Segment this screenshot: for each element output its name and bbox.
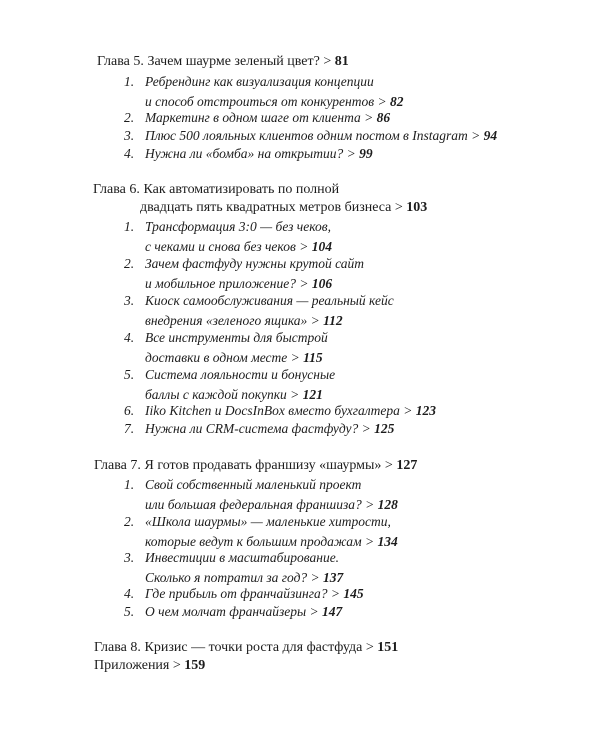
toc-item: [124, 602, 343, 622]
item-title: О чем молчат франчайзеры >: [145, 604, 319, 619]
item-number: 2.: [124, 256, 135, 271]
item-number: 4.: [124, 586, 135, 601]
page-number: 103: [406, 200, 428, 215]
item-number: 3.: [124, 128, 135, 143]
toc-item: [124, 217, 332, 257]
page-number: 134: [377, 534, 398, 549]
toc-item: [124, 108, 391, 128]
item-title-line-1: Все инструменты для быстрой: [145, 330, 328, 345]
page-number: 127: [396, 458, 418, 473]
item-title: Плюс 500 лояльных клиентов одним постом в Instagram >: [145, 128, 481, 143]
page-number: 123: [415, 403, 437, 418]
item-title-line-1: Зачем фастфуду нужны крутой сайт: [145, 256, 365, 271]
item-number: 4.: [124, 146, 135, 161]
chapter-label: Глава 6.: [93, 182, 140, 197]
toc-item: [124, 126, 498, 146]
item-title-line-1: Система лояльности и бонусные: [145, 367, 336, 382]
page-number: 82: [389, 94, 404, 109]
item-title-line-1: Инвестиции в масштабирование.: [145, 550, 340, 565]
item-number: 4.: [124, 330, 135, 345]
toc-item: [124, 401, 437, 421]
toc-item: [124, 584, 364, 604]
item-number: 6.: [124, 403, 135, 418]
item-title: Iiko Kitchen и DocsInBox вместо бухгалтера >: [145, 403, 413, 418]
toc-item: [124, 144, 373, 164]
chapter-5-heading: [97, 52, 349, 72]
chapter-title: Кризис — точки роста для фастфуда >: [144, 640, 374, 655]
page-number: 86: [376, 110, 391, 125]
page-number: 125: [374, 421, 395, 436]
item-number: 3.: [124, 550, 135, 565]
toc-item: [124, 328, 328, 368]
item-title-line-1: Киоск самообслуживания — реальный кейс: [145, 293, 394, 308]
toc-item: [124, 72, 404, 112]
toc-item: [124, 365, 336, 405]
item-title-line-2: и мобильное приложение? >: [145, 276, 309, 291]
item-number: 1.: [124, 477, 135, 492]
toc-item: [124, 254, 365, 294]
chapter-label: Глава 7.: [94, 458, 141, 473]
item-number: 5.: [124, 604, 135, 619]
item-title-line-2: внедрения «зеленого ящика» >: [145, 313, 320, 328]
item-number: 7.: [124, 421, 135, 436]
page-number: 137: [323, 570, 344, 585]
appendix-title: Приложения >: [94, 658, 181, 673]
item-title-line-1: «Школа шаурмы» — маленькие хитрости,: [145, 514, 391, 529]
item-title-line-2: которые ведут к большим продажам >: [145, 534, 375, 549]
chapter-label: Глава 5.: [97, 54, 144, 69]
page-number: 112: [323, 313, 343, 328]
chapter-6-heading-cont: [140, 198, 427, 218]
page-number: 115: [303, 350, 323, 365]
chapter-8-heading: [94, 638, 398, 658]
item-number: 5.: [124, 367, 135, 382]
chapter-title: Зачем шаурме зеленый цвет? >: [147, 54, 332, 69]
page-number: 81: [334, 54, 349, 69]
page-number: 159: [184, 658, 206, 673]
toc-item: [124, 548, 344, 588]
item-title-line-1: Ребрендинг как визуализация концепции: [145, 74, 374, 89]
page-number: 128: [377, 497, 398, 512]
item-title-line-2: или большая федеральная франшиза? >: [145, 497, 375, 512]
chapter-title-line-2: двадцать пять квадратных метров бизнеса >: [140, 200, 403, 215]
item-title-line-2: Сколько я потратил за год? >: [145, 570, 320, 585]
item-title: Маркетинг в одном шаге от клиента >: [145, 110, 374, 125]
chapter-7-heading: [94, 456, 417, 476]
page-number: 106: [311, 276, 333, 291]
page-number: 104: [311, 239, 332, 254]
item-number: 2.: [124, 514, 135, 529]
item-number: 1.: [124, 219, 135, 234]
page-number: 94: [483, 128, 498, 143]
page-number: 99: [359, 146, 373, 161]
chapter-title: Как автоматизировать по полной: [143, 182, 340, 197]
appendix-heading: [94, 656, 205, 676]
item-title: Нужна ли «бомба» на открытии? >: [145, 146, 356, 161]
page-number: 151: [377, 640, 399, 655]
item-title-line-1: Трансформация 3:0 — без чеков,: [145, 219, 331, 234]
page-number: 147: [322, 604, 343, 619]
item-title: Где прибыль от франчайзинга? >: [145, 586, 340, 601]
toc-item: [124, 291, 394, 331]
toc-item: [124, 419, 395, 439]
toc-item: [124, 475, 398, 515]
item-title-line-2: и способ отстроиться от конкурентов >: [145, 94, 387, 109]
item-title-line-2: доставки в одном месте >: [145, 350, 300, 365]
item-number: 3.: [124, 293, 135, 308]
chapter-title: Я готов продавать франшизу «шаурмы» >: [144, 458, 393, 473]
item-number: 1.: [124, 74, 135, 89]
item-title-line-2: баллы с каждой покупки >: [145, 387, 300, 402]
item-title-line-1: Свой собственный маленький проект: [145, 477, 362, 492]
toc-item: [124, 512, 398, 552]
item-number: 2.: [124, 110, 135, 125]
page-number: 121: [302, 387, 323, 402]
page-number: 145: [343, 586, 364, 601]
item-title-line-2: с чеками и снова без чеков >: [145, 239, 309, 254]
chapter-6-heading: [93, 180, 339, 200]
chapter-label: Глава 8.: [94, 640, 141, 655]
item-title: Нужна ли CRM-система фастфуду? >: [145, 421, 371, 436]
